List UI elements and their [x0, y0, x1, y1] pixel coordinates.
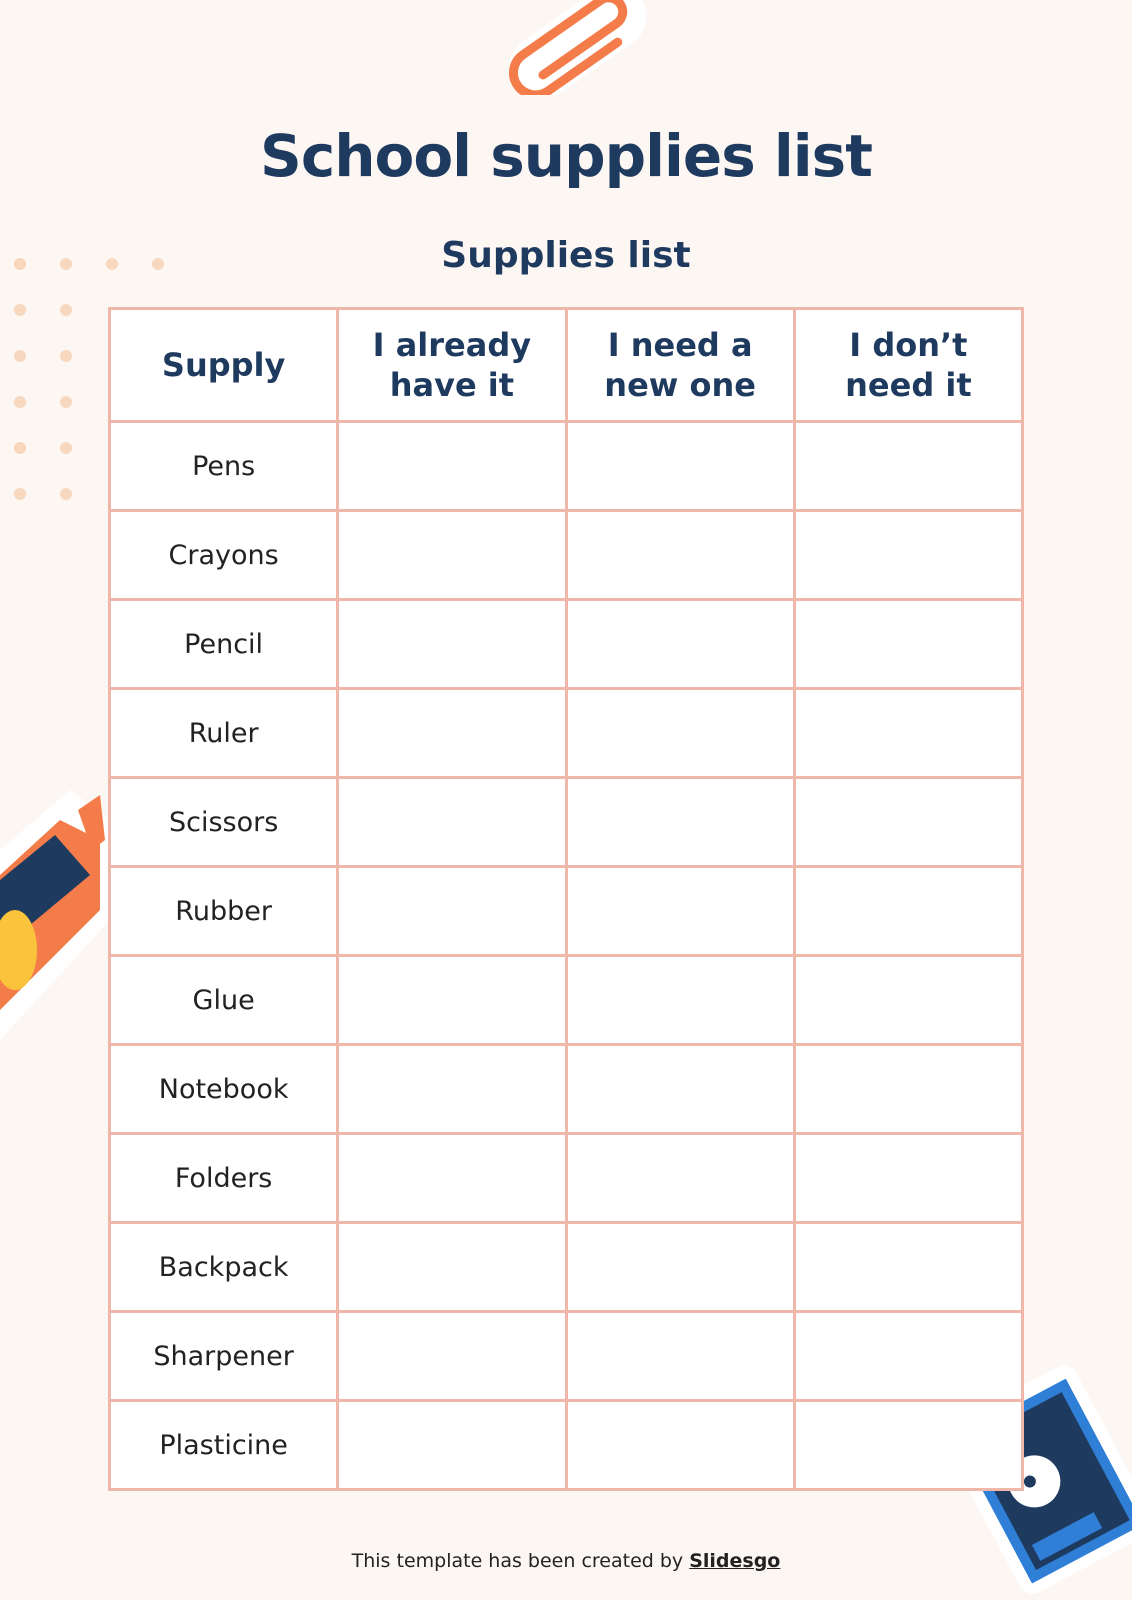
checkbox-cell-need-new[interactable] [566, 511, 794, 600]
checkbox-cell-dont-need[interactable] [794, 689, 1022, 778]
checkbox-cell-need-new[interactable] [566, 600, 794, 689]
checkbox-cell-already-have[interactable] [338, 511, 566, 600]
table-row [110, 956, 1023, 1045]
table-row [110, 1401, 1023, 1490]
table-title: Supplies list [441, 235, 691, 276]
checkbox-cell-need-new[interactable] [566, 422, 794, 511]
checkbox-cell-dont-need[interactable] [794, 422, 1022, 511]
supply-name-cell: Ruler [110, 689, 338, 778]
supply-name-cell: Notebook [110, 1045, 338, 1134]
checkbox-cell-already-have[interactable] [338, 1401, 566, 1490]
checkbox-cell-already-have[interactable] [338, 689, 566, 778]
checkbox-cell-already-have[interactable] [338, 1134, 566, 1223]
table-row [110, 511, 1023, 600]
checkbox-cell-dont-need[interactable] [794, 956, 1022, 1045]
checkbox-cell-dont-need[interactable] [794, 778, 1022, 867]
table-row [110, 778, 1023, 867]
page-title: School supplies list [260, 122, 872, 190]
supply-name-cell: Pens [110, 422, 338, 511]
checkbox-cell-dont-need[interactable] [794, 1045, 1022, 1134]
checkbox-cell-already-have[interactable] [338, 1312, 566, 1401]
paperclip-icon [492, 0, 662, 95]
checkbox-cell-already-have[interactable] [338, 1223, 566, 1312]
checkbox-cell-need-new[interactable] [566, 778, 794, 867]
checkbox-cell-dont-need[interactable] [794, 1312, 1022, 1401]
table-row [110, 867, 1023, 956]
checkbox-cell-dont-need[interactable] [794, 1223, 1022, 1312]
supply-name-cell: Scissors [110, 778, 338, 867]
footer-link[interactable]: Slidesgo [689, 1550, 781, 1572]
checkbox-cell-dont-need[interactable] [794, 511, 1022, 600]
table-row [110, 1223, 1023, 1312]
checkbox-cell-need-new[interactable] [566, 1045, 794, 1134]
footer-text: This template has been created by [351, 1550, 690, 1572]
highlighter-icon [0, 790, 110, 1050]
checkbox-cell-need-new[interactable] [566, 1401, 794, 1490]
table-row [110, 1312, 1023, 1401]
checkbox-cell-dont-need[interactable] [794, 1401, 1022, 1490]
supply-name-cell: Rubber [110, 867, 338, 956]
checkbox-cell-already-have[interactable] [338, 1045, 566, 1134]
checkbox-cell-need-new[interactable] [566, 689, 794, 778]
table-row [110, 689, 1023, 778]
table-header-row [110, 309, 1023, 422]
column-header-already-have: I already have it [338, 309, 566, 422]
checkbox-cell-need-new[interactable] [566, 867, 794, 956]
table-row [110, 1134, 1023, 1223]
supply-name-cell: Plasticine [110, 1401, 338, 1490]
table-row [110, 1045, 1023, 1134]
checkbox-cell-dont-need[interactable] [794, 1134, 1022, 1223]
supply-name-cell: Crayons [110, 511, 338, 600]
checkbox-cell-need-new[interactable] [566, 1223, 794, 1312]
column-header-need-new: I need a new one [566, 309, 794, 422]
supply-name-cell: Backpack [110, 1223, 338, 1312]
checkbox-cell-already-have[interactable] [338, 867, 566, 956]
column-header-dont-need: I don’t need it [794, 309, 1022, 422]
checkbox-cell-already-have[interactable] [338, 778, 566, 867]
supply-name-cell: Sharpener [110, 1312, 338, 1401]
column-header-supply: Supply [110, 309, 338, 422]
checkbox-cell-need-new[interactable] [566, 1134, 794, 1223]
supplies-table [108, 307, 1024, 1491]
table-row [110, 600, 1023, 689]
supply-name-cell: Folders [110, 1134, 338, 1223]
checkbox-cell-already-have[interactable] [338, 956, 566, 1045]
checkbox-cell-need-new[interactable] [566, 956, 794, 1045]
checkbox-cell-need-new[interactable] [566, 1312, 794, 1401]
table-row [110, 422, 1023, 511]
supply-name-cell: Glue [110, 956, 338, 1045]
checkbox-cell-dont-need[interactable] [794, 867, 1022, 956]
checkbox-cell-already-have[interactable] [338, 422, 566, 511]
supply-name-cell: Pencil [110, 600, 338, 689]
checkbox-cell-already-have[interactable] [338, 600, 566, 689]
footer-credit [0, 1550, 1132, 1572]
checkbox-cell-dont-need[interactable] [794, 600, 1022, 689]
